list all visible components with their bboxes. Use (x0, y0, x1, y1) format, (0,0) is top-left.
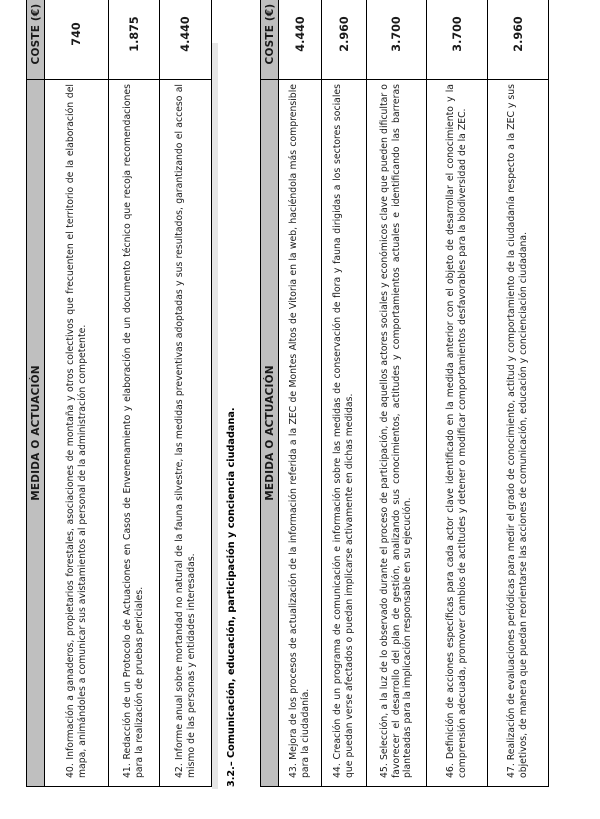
cost-cell: 3.700 (367, 0, 427, 80)
measure-cell: 43. Mejora de los procesos de actualización de la información referida a la ZEC de Montes Altos de Vitoria en la web, haciéndola más comprensible para la ciudadanía. (279, 80, 322, 787)
section-divider (212, 43, 218, 789)
cost-cell: 740 (45, 0, 109, 80)
measures-table-communication (260, 0, 549, 787)
measure-column-header: MEDIDA O ACTUACIÓN (27, 80, 45, 787)
table-row (367, 0, 427, 787)
cost-cell: 2.960 (322, 0, 367, 80)
measure-cell: 45. Selección, a la luz de lo observado durante el proceso de participación, de aquellos actores sociales y económicos clave que pueden dificultar o favorecer el desarrollo del plan de gestión, analizando sus conocimientos, actitudes y comportamientos actuales e identificando las barreras planteadas para la implicación responsable en su ejecución. (367, 80, 427, 787)
table-row (322, 0, 367, 787)
cost-cell: 1.875 (109, 0, 160, 80)
table-row (279, 0, 322, 787)
cost-cell: 2.960 (488, 0, 549, 80)
measure-cell: 41. Redacción de un Protocolo de Actuaciones en Casos de Envenenamiento y elaboración de un documento técnico que recoja recomendaciones para la realización de pruebas periciales. (109, 80, 160, 787)
section-heading: 3.2.– Comunicación, educación, participación y conciencia ciudadana. (226, 407, 237, 787)
table-row (488, 0, 549, 787)
measure-cell: 44. Creación de un programa de comunicación e información sobre las medidas de conservación de flora y fauna dirigidas a los sectores sociales que puedan verse afectados o puedan implicarse activamente en dichas medidas. (322, 80, 367, 787)
measures-table-wildlife (26, 0, 212, 787)
cost-cell: 4.440 (279, 0, 322, 80)
cost-cell: 3.700 (427, 0, 488, 80)
measure-cell: 47. Realización de evaluaciones periódicas para medir el grado de conocimiento, actitud y comportamiento de la ciudadanía respecto a la ZEC y sus objetivos, de manera que puedan reorientarse las acciones de comunicación, educación y concienciación ciudadana. (488, 80, 549, 787)
measure-cell: 42. Informe anual sobre mortandad no natural de la fauna silvestre, las medidas preventivas adoptadas y sus resultados, garantizando el acceso al mismo de las personas y entidades interesadas. (160, 80, 212, 787)
cost-column-header: COSTE (€) (261, 0, 279, 80)
cost-cell: 4.440 (160, 0, 212, 80)
table-row (427, 0, 488, 787)
table-row (160, 0, 212, 787)
table-row (45, 0, 109, 787)
measure-cell: 46. Definición de acciones específicas para cada actor clave identificado en la medida anterior con el objeto de desarrollar el conocimiento y la comprensión adecuada, promover cambios de actitudes y detener o modificar comportamientos desfavorables para la biodiversidad de la ZEC. (427, 80, 488, 787)
table-row (109, 0, 160, 787)
measure-cell: 40. Información a ganaderos, propietarios forestales, asociaciones de montaña y otros colectivos que frecuenten el territorio de la elaboración del mapa, animándoles a comunicar sus avistamientos al personal de la administración competente. (45, 80, 109, 787)
cost-column-header: COSTE (€) (27, 0, 45, 80)
measure-column-header: MEDIDA O ACTUACIÓN (261, 80, 279, 787)
